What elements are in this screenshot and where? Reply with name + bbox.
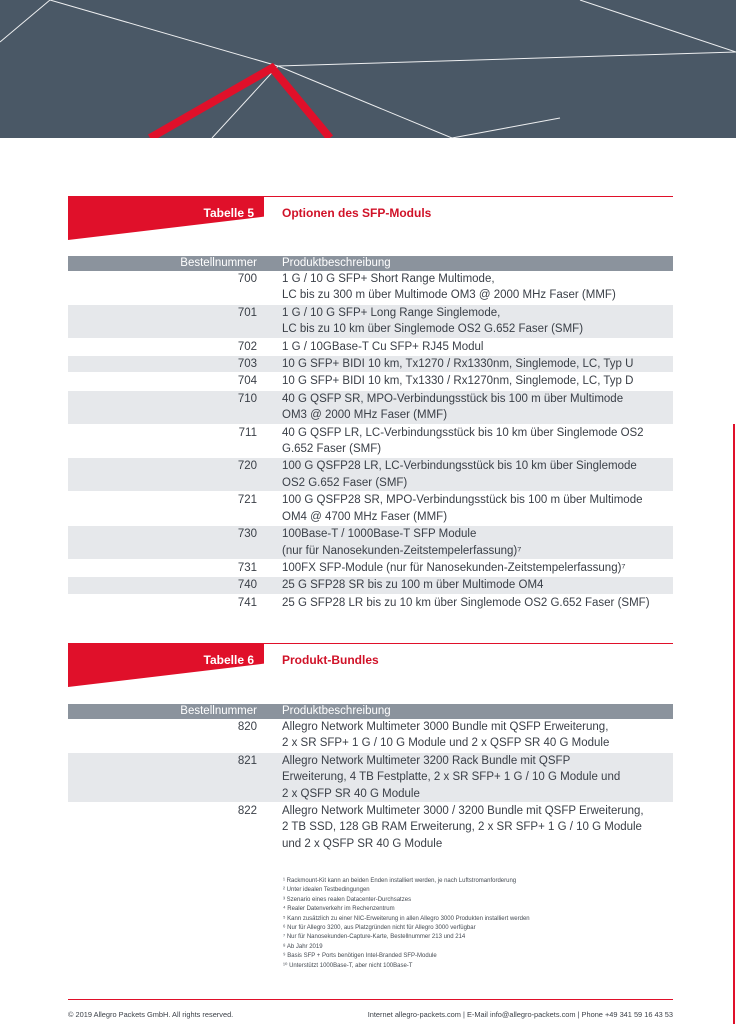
footnote: ³ Szenario eines realen Datacenter-Durchsatzes xyxy=(283,896,412,903)
footnote: ⁶ Nur für Allegro 3200, aus Platzgründen nicht für Allegro 3000 verfügbar xyxy=(283,925,476,932)
footnote: ² Unter idealen Testbedingungen xyxy=(283,887,370,894)
product-description xyxy=(259,425,673,458)
order-number: 701 xyxy=(237,306,257,319)
product-description xyxy=(259,803,673,852)
order-number: 721 xyxy=(237,494,257,507)
description-line: 100 G QSFP28 SR, MPO-Verbindungsstück bis 100 m über Multimode xyxy=(282,494,643,507)
table-row xyxy=(68,719,673,753)
table-row xyxy=(68,803,673,853)
product-description xyxy=(259,356,673,372)
col-header-description: Produktbeschreibung xyxy=(282,257,391,269)
col-header-description: Produktbeschreibung xyxy=(282,705,391,717)
order-number: 730 xyxy=(237,528,257,541)
description-line: LC bis zu 300 m über Multimode OM3 @ 2000 MHz Faser (MMF) xyxy=(282,289,616,302)
table-title: Produkt-Bundles xyxy=(282,653,379,667)
description-line: 10 G SFP+ BIDI 10 km, Tx1330 / Rx1270nm, Singlemode, LC, Typ D xyxy=(282,375,634,388)
table-title-row xyxy=(68,196,673,240)
description-line: LC bis zu 10 km über Singlemode OS2 G.652 Faser (SMF) xyxy=(282,323,584,336)
contact-text: Internet allegro-packets.com | E-Mail info@allegro-packets.com | Phone +49 341 59 16 43 53 xyxy=(367,1010,673,1019)
table-row xyxy=(68,339,673,356)
description-line: 2 TB SSD, 128 GB RAM Erweiterung, 2 x SR SFP+ 1 G / 10 G Module xyxy=(282,821,642,834)
header-banner xyxy=(0,0,736,138)
description-line: 100FX SFP-Module (nur für Nanosekunden-Zeitstempelerfassung)⁷ xyxy=(282,561,626,574)
product-description xyxy=(259,339,673,355)
footnote: ⁴ Realer Datenverkehr im Rechenzentrum xyxy=(283,906,395,913)
col-header-order-number: Bestellnummer xyxy=(180,705,257,717)
description-line: 40 G QSFP LR, LC-Verbindungsstück bis 10 km über Singlemode OS2 xyxy=(282,426,644,439)
footnote: ⁵ Kann zusätzlich zu einer NIC-Erweiterung in allen Allegro 3000 Produkten installiert werden xyxy=(283,915,530,922)
order-number: 821 xyxy=(237,754,257,767)
table-row xyxy=(68,305,673,339)
description-line: 1 G / 10GBase-T Cu SFP+ RJ45 Modul xyxy=(282,340,484,353)
table-row xyxy=(68,492,673,526)
description-line: G.652 Faser (SMF) xyxy=(282,443,382,456)
order-number: 703 xyxy=(237,358,257,371)
table-row xyxy=(68,373,673,390)
order-number: 820 xyxy=(237,721,257,733)
product-description xyxy=(259,373,673,389)
table-row xyxy=(68,458,673,492)
table-header xyxy=(68,256,673,271)
table-row xyxy=(68,577,673,594)
footnotes xyxy=(283,877,613,971)
description-line: und 2 x QSFP SR 40 G Module xyxy=(282,837,443,850)
description-line: 1 G / 10 G SFP+ Long Range Singlemode, xyxy=(282,306,501,319)
page-footer xyxy=(68,999,673,1019)
footnote: ¹ Rackmount-Kit kann an beiden Enden installiert werden, je nach Luftstromanforderung xyxy=(283,878,517,884)
description-line: Erweiterung, 4 TB Festplatte, 2 x SR SFP+ 1 G / 10 G Module und xyxy=(282,771,621,784)
product-description xyxy=(259,305,673,338)
table-row xyxy=(68,271,673,305)
order-number: 700 xyxy=(237,273,257,285)
table-number: Tabelle 5 xyxy=(203,206,254,220)
copyright-text: © 2019 Allegro Packets GmbH. All rights reserved. xyxy=(68,1010,234,1019)
product-description xyxy=(259,753,673,802)
description-line: Allegro Network Multimeter 3000 Bundle mit QSFP Erweiterung, xyxy=(282,721,609,733)
footnote: ⁸ Ab Jahr 2019 xyxy=(283,943,323,950)
product-description xyxy=(259,271,673,304)
col-header-order-number: Bestellnummer xyxy=(180,257,257,269)
order-number: 822 xyxy=(237,805,257,818)
description-line: 100 G QSFP28 LR, LC-Verbindungsstück bis 10 km über Singlemode xyxy=(282,460,637,473)
description-line: 25 G SFP28 LR bis zu 10 km über Singlemode OS2 G.652 Faser (SMF) xyxy=(282,596,650,609)
order-number: 740 xyxy=(237,579,257,592)
order-number: 720 xyxy=(237,460,257,473)
table-title: Optionen des SFP-Moduls xyxy=(282,206,432,220)
decorative-line-graphic xyxy=(0,0,736,138)
description-line: OM3 @ 2000 MHz Faser (MMF) xyxy=(282,409,448,422)
table-row xyxy=(68,595,673,612)
table-body xyxy=(68,719,673,853)
table-row xyxy=(68,560,673,577)
table-row xyxy=(68,753,673,803)
product-description xyxy=(259,526,673,559)
order-number: 710 xyxy=(237,392,257,405)
table-5-section xyxy=(68,196,673,612)
table-number: Tabelle 6 xyxy=(203,653,254,667)
order-number: 741 xyxy=(237,596,257,609)
table-title-row xyxy=(68,643,673,687)
order-number: 702 xyxy=(237,340,257,353)
description-line: Allegro Network Multimeter 3000 / 3200 Bundle mit QSFP Erweiterung, xyxy=(282,805,644,818)
product-description xyxy=(259,595,673,611)
description-line: (nur für Nanosekunden-Zeitstempelerfassung)⁷ xyxy=(282,544,522,557)
description-line: Allegro Network Multimeter 3200 Rack Bundle mit QSFP xyxy=(282,754,571,767)
footnote: ¹⁰ Unterstützt 1000Base-T, aber nicht 100Base-T xyxy=(283,962,413,969)
product-description xyxy=(259,577,673,593)
description-line: OM4 @ 4700 MHz Faser (MMF) xyxy=(282,510,448,523)
description-line: 2 x QSFP SR 40 G Module xyxy=(282,787,420,800)
description-line: 2 x SR SFP+ 1 G / 10 G Module und 2 x QSFP SR 40 G Module xyxy=(282,737,610,750)
page-edge-accent xyxy=(733,424,735,1024)
order-number: 731 xyxy=(237,561,257,574)
product-description xyxy=(259,719,673,752)
table-row xyxy=(68,391,673,425)
description-line: OS2 G.652 Faser (SMF) xyxy=(282,476,408,489)
product-description xyxy=(259,458,673,491)
footnote: ⁷ Nur für Nanosekunden-Capture-Karte, Bestellnummer 213 und 214 xyxy=(283,934,466,941)
product-description xyxy=(259,391,673,424)
description-line: 25 G SFP28 SR bis zu 100 m über Multimode OM4 xyxy=(282,579,544,592)
table-row xyxy=(68,526,673,560)
order-number: 711 xyxy=(238,426,257,439)
product-description xyxy=(259,560,673,576)
product-description xyxy=(259,492,673,525)
description-line: 10 G SFP+ BIDI 10 km, Tx1270 / Rx1330nm, Singlemode, LC, Typ U xyxy=(282,358,634,371)
description-line: 40 G QSFP SR, MPO-Verbindungsstück bis 100 m über Multimode xyxy=(282,392,624,405)
table-row xyxy=(68,425,673,459)
description-line: 1 G / 10 G SFP+ Short Range Multimode, xyxy=(282,273,495,285)
footnote: ⁹ Basis SFP + Ports benötigen Intel-Branded SFP-Module xyxy=(283,953,437,960)
table-6-section xyxy=(68,643,673,853)
order-number: 704 xyxy=(237,375,257,388)
table-row xyxy=(68,356,673,373)
description-line: 100Base-T / 1000Base-T SFP Module xyxy=(282,528,477,541)
table-body xyxy=(68,271,673,612)
table-header xyxy=(68,704,673,719)
